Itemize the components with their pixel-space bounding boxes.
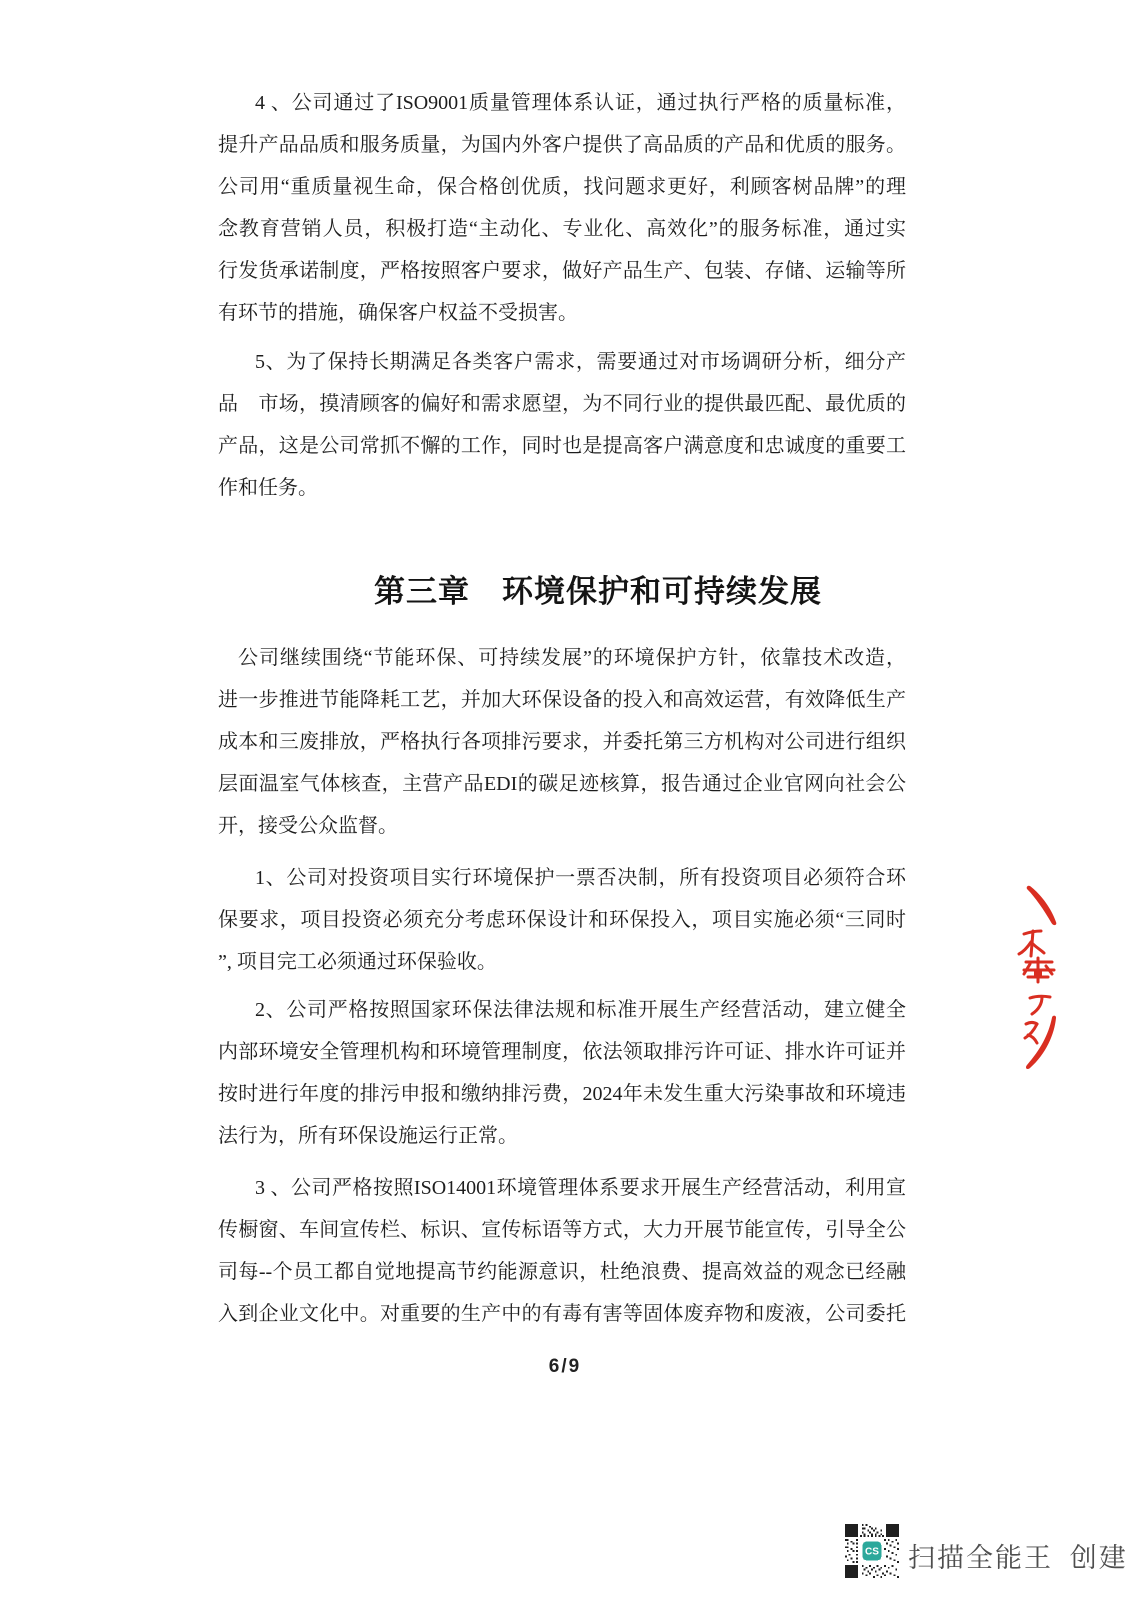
chapter-heading: 第三章 环境保护和可持续发展 xyxy=(374,574,822,609)
scanner-credit-text: 扫描全能王 创建 xyxy=(908,1543,1128,1573)
text-line: 按时进行年度的排污申报和缴纳排污费，2024年未发生重大污染事故和环境违 xyxy=(218,1083,906,1105)
text-line: 1、公司对投资项目实行环境保护一票否决制，所有投资项目必须符合环 xyxy=(255,867,906,889)
text-line: 5、为了保持长期满足各类客户需求，需要通过对市场调研分析，细分产 xyxy=(255,351,906,373)
text-line: 3 、公司严格按照ISO14001环境管理体系要求开展生产经营活动，利用宣 xyxy=(255,1177,906,1199)
text-line: 作和任务。 xyxy=(218,477,318,499)
text-line: 入到企业文化中。对重要的生产中的有毒有害等固体废弃物和废液，公司委托 xyxy=(218,1303,906,1325)
paragraph-environment-item-2 xyxy=(218,989,906,1157)
text-line: 行发货承诺制度，严格按照客户要求，做好产品生产、包装、存储、运输等所 xyxy=(218,260,906,282)
text-line: 司每--个员工都自觉地提高节约能源意识，杜绝浪费、提高效益的观念已经融 xyxy=(218,1261,906,1283)
text-line: 成本和三废排放，严格执行各项排污要求，并委托第三方机构对公司进行组织 xyxy=(218,731,906,753)
text-line: 传橱窗、车间宣传栏、标识、宣传标语等方式，大力开展节能宣传，引导全公 xyxy=(218,1219,906,1241)
text-line: 层面温室气体核查，主营产品EDI的碳足迹核算，报告通过企业官网向社会公 xyxy=(218,773,906,795)
text-line: 公司用“重质量视生命，保合格创优质，找问题求更好，利顾客树品牌”的理 xyxy=(218,176,906,198)
text-line: 公司继续围绕“节能环保、可持续发展”的环境保护方针，依靠技术改造， xyxy=(238,647,906,669)
text-line: 内部环境安全管理机构和环境管理制度，依法领取排污许可证、排水许可证并 xyxy=(218,1041,906,1063)
qr-logo-text: CS xyxy=(865,1546,879,1558)
text-line: 法行为，所有环保设施运行正常。 xyxy=(218,1125,518,1147)
paragraph-environment-item-3 xyxy=(218,1167,906,1335)
text-line: 开，接受公众监督。 xyxy=(218,815,398,837)
text-line: 保要求，项目投资必须充分考虑环保设计和环保投入，项目实施必须“三同时 xyxy=(218,909,906,931)
text-line: 有环节的措施，确保客户权益不受损害。 xyxy=(218,302,578,324)
paragraph-quality-item-5 xyxy=(218,341,906,509)
page-number: 6/9 xyxy=(548,1356,582,1377)
text-line: 品 市场，摸清顾客的偏好和需求愿望，为不同行业的提供最匹配、最优质的 xyxy=(218,393,906,415)
text-line: 4 、公司通过了ISO9001质量管理体系认证，通过执行严格的质量标准， xyxy=(255,92,906,114)
paragraph-environment-item-1 xyxy=(218,857,906,983)
text-line: 进一步推进节能降耗工艺，并加大环保设备的投入和高效运营，有效降低生产 xyxy=(218,689,906,711)
text-line: 2、公司严格按照国家环保法律法规和标准开展生产经营活动，建立健全 xyxy=(255,999,906,1021)
paragraph-environment-intro xyxy=(218,637,906,847)
text-line: ”, 项目完工必须通过环保验收。 xyxy=(218,951,497,973)
red-stamp-icon xyxy=(1000,878,1064,1073)
text-line: 提升产品品质和服务质量，为国内外客户提供了高品质的产品和优质的服务。 xyxy=(218,134,906,156)
text-line: 念教育营销人员，积极打造“主动化、专业化、高效化”的服务标准，通过实 xyxy=(218,218,906,240)
text-line: 产品，这是公司常抓不懈的工作，同时也是提高客户满意度和忠诚度的重要工 xyxy=(218,435,906,457)
paragraph-quality-item-4 xyxy=(218,82,906,334)
qr-code xyxy=(845,1524,899,1578)
